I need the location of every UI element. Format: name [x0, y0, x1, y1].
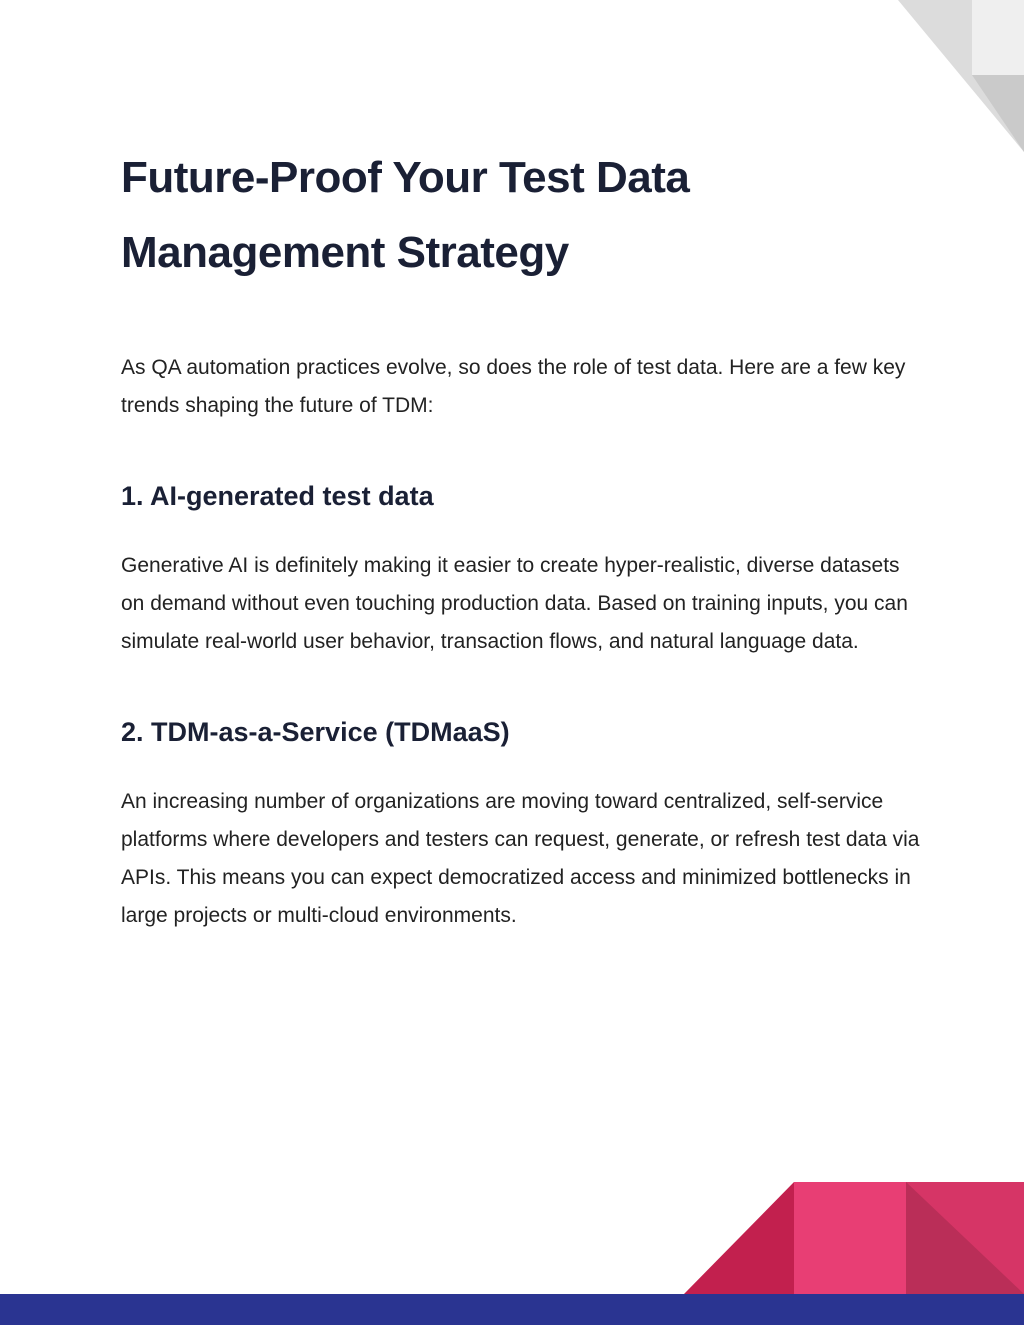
- bottom-right-corner-decoration: [684, 1182, 1024, 1294]
- page-title: Future-Proof Your Test Data Management Strategy: [121, 153, 690, 277]
- section-body: Generative AI is definitely making it easier to create hyper-realistic, diverse datasets on demand without even touching production data. Based on training inputs, you can simulate real-world user behavior, transaction flows, and natural language data.: [121, 554, 908, 653]
- section-body: An increasing number of organizations are moving toward centralized, self-service platforms where developers and testers can request, generate, or refresh test data via APIs. This means you can expect democratized access and minimized bottlenecks in large projects or multi-cloud environments.: [121, 790, 920, 927]
- bottom-navy-band: [0, 1294, 1024, 1325]
- section-heading: 2. TDM-as-a-Service (TDMaaS): [121, 717, 510, 747]
- section-ai-generated-test-data: [121, 476, 921, 661]
- section-tdm-as-a-service: [121, 712, 921, 935]
- section-heading: 1. AI-generated test data: [121, 481, 434, 511]
- top-right-corner-decoration: [864, 0, 1024, 160]
- document-content: [121, 140, 921, 935]
- intro-paragraph: As QA automation practices evolve, so does the role of test data. Here are a few key trends shaping the future of TDM:: [121, 356, 906, 417]
